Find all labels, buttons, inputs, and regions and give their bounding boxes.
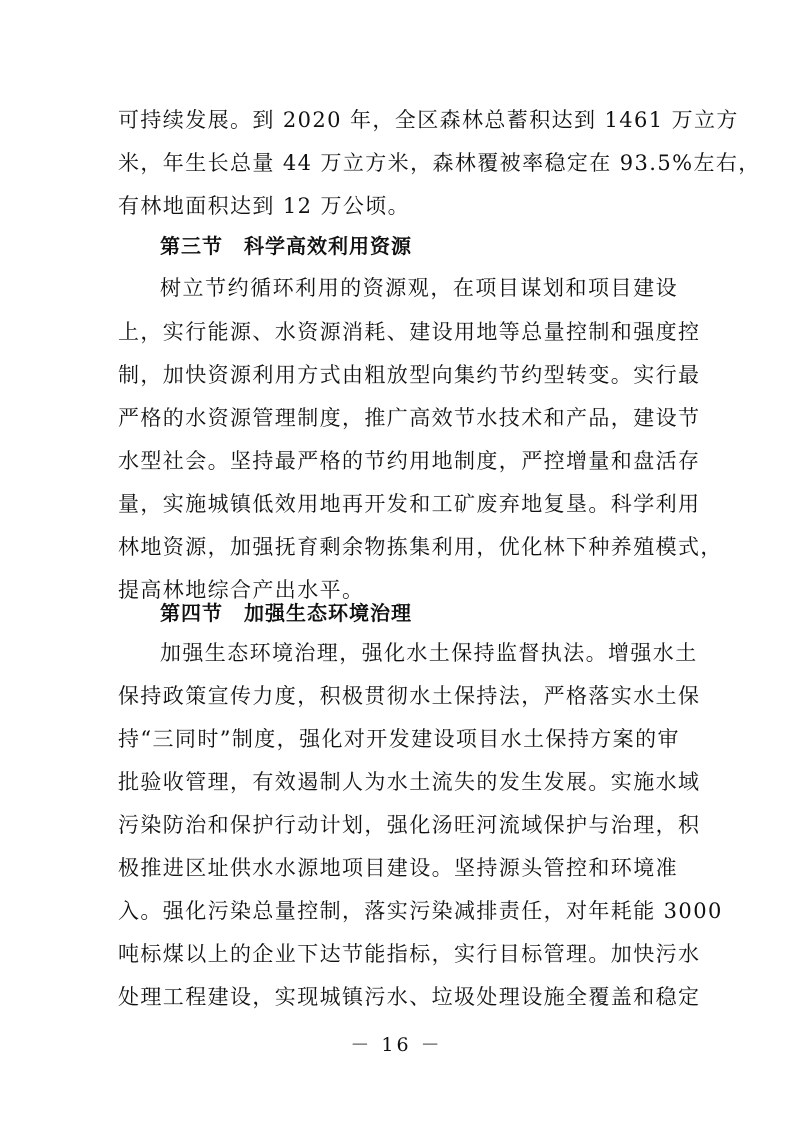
paragraph-line: 米，年生长总量 44 万立方米，森林覆被率稳定在 93.5%左右，	[118, 151, 761, 175]
paragraph-line: 量，实施城镇低效用地再开发和工矿废弃地复垦。科学利用	[118, 492, 701, 516]
section-heading-4: 第四节 加强生态环境治理	[160, 601, 412, 625]
paragraph-line: 制，加快资源利用方式由粗放型向集约节约型转变。实行最	[118, 363, 701, 387]
paragraph-line: 吨标煤以上的企业下达节能指标，实行目标管理。加快污水	[118, 942, 701, 966]
section-heading-3: 第三节 科学高效利用资源	[160, 234, 412, 258]
paragraph-line: 水型社会。坚持最严格的节约用地制度，严控增量和盘活存	[118, 449, 701, 473]
paragraph-line: 提高林地综合产出水平。	[118, 578, 365, 602]
paragraph-line: 严格的水资源管理制度，推广高效节水技术和产品，建设节	[118, 406, 701, 430]
paragraph-line: 处理工程建设，实现城镇污水、垃圾处理设施全覆盖和稳定	[118, 985, 701, 1009]
paragraph-line: 极推进区址供水水源地项目建设。坚持源头管控和环境准	[118, 856, 678, 880]
paragraph-line: 有林地面积达到 12 万公顷。	[118, 194, 411, 218]
paragraph-line: 上，实行能源、水资源消耗、建设用地等总量控制和强度控	[118, 320, 701, 344]
paragraph-line: 污染防治和保护行动计划，强化汤旺河流域保护与治理，积	[118, 813, 701, 837]
paragraph-line: 树立节约循环利用的资源观，在项目谋划和项目建设	[160, 276, 678, 300]
paragraph-line: 保持政策宣传力度，积极贯彻水土保持法，严格落实水土保	[118, 684, 701, 708]
paragraph-line: 批验收管理，有效遏制人为水土流失的发生发展。实施水域	[118, 770, 701, 794]
paragraph-line: 林地资源，加强抚育剩余物拣集利用，优化林下种养殖模式，	[118, 535, 723, 559]
paragraph-line: 可持续发展。到 2020 年，全区森林总蓄积达到 1461 万立方	[118, 108, 739, 132]
paragraph-line: 入。强化污染总量控制，落实污染减排责任，对年耗能 3000	[118, 899, 723, 923]
paragraph-line: 持“三同时”制度，强化对开发建设项目水土保持方案的审	[118, 727, 680, 751]
page-number: － 16 －	[350, 1034, 443, 1056]
paragraph-line: 加强生态环境治理，强化水土保持监督执法。增强水土	[160, 641, 698, 665]
